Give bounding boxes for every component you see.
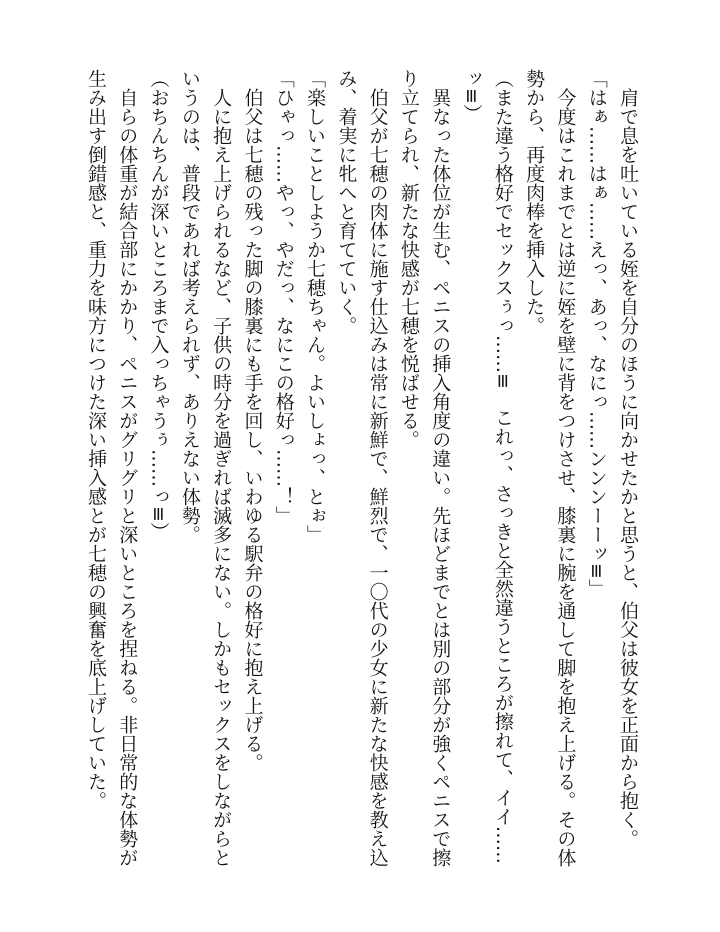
paragraph: 肩で息を吐いている姪を自分のほうに向かせたかと思うと、伯父は彼女を正面から抱く。 — [617, 88, 639, 848]
inner-monologue: （おちんちんが深いところまで入っちゃうぅ……っ≡） — [147, 69, 170, 541]
dialogue-line: 「ひゃっ……やっ、やだっ、なにこの格好っ……！」 — [272, 69, 295, 525]
inner-monologue: （また違う格好でセックスぅっ……≡ これっ、さっきと全然違うところが擦れて、イイ……ッ≡） — [460, 69, 514, 864]
dialogue-line: 「はぁ……はぁ……えっ、あっ、なにっ……ンンンーーッ≡」 — [585, 69, 608, 598]
dialogue-line: 「楽しいことしようか七穂ちゃん。よいしょっ、とぉ」 — [304, 69, 327, 544]
paragraph: 自らの体重が結合部にかかり、ペニスがグリグリと深いところを捏ねる。非日常的な体勢が生み出す倒錯感と、重力を味方につけた深い挿入感とが七穂の興奮を底上げしていた。 — [84, 69, 139, 867]
paragraph: 人に抱え上げられるなど、子供の時分を過ぎれば滅多にない。しかもセックスをしながらというのは、普段であれば考えられず、ありえない体勢。 — [178, 69, 233, 867]
vertical-text-page — [80, 69, 643, 867]
paragraph: 異なった体位が生む、ペニスの挿入角度の違い。先ほどまでとは別の部分が強くペニスで擦り立てられ、新たな快感が七穂を悦ばせる。 — [397, 69, 452, 867]
paragraph: 伯父は七穂の残った脚の膝裏にも手を回し、いわゆる駅弁の格好に抱え上げる。 — [241, 88, 264, 772]
paragraph: 伯父が七穂の肉体に施す仕込みは常に新鮮で、鮮烈で、一〇代の少女に新たな快感を教え込み、着実に牝へと育てていく。 — [335, 69, 389, 867]
paragraph: 今度はこれまでとは逆に姪を壁に背をつけさせ、膝裏に腕を通して脚を抱え上げる。その体勢から、再度肉棒を挿入した。 — [523, 69, 577, 867]
